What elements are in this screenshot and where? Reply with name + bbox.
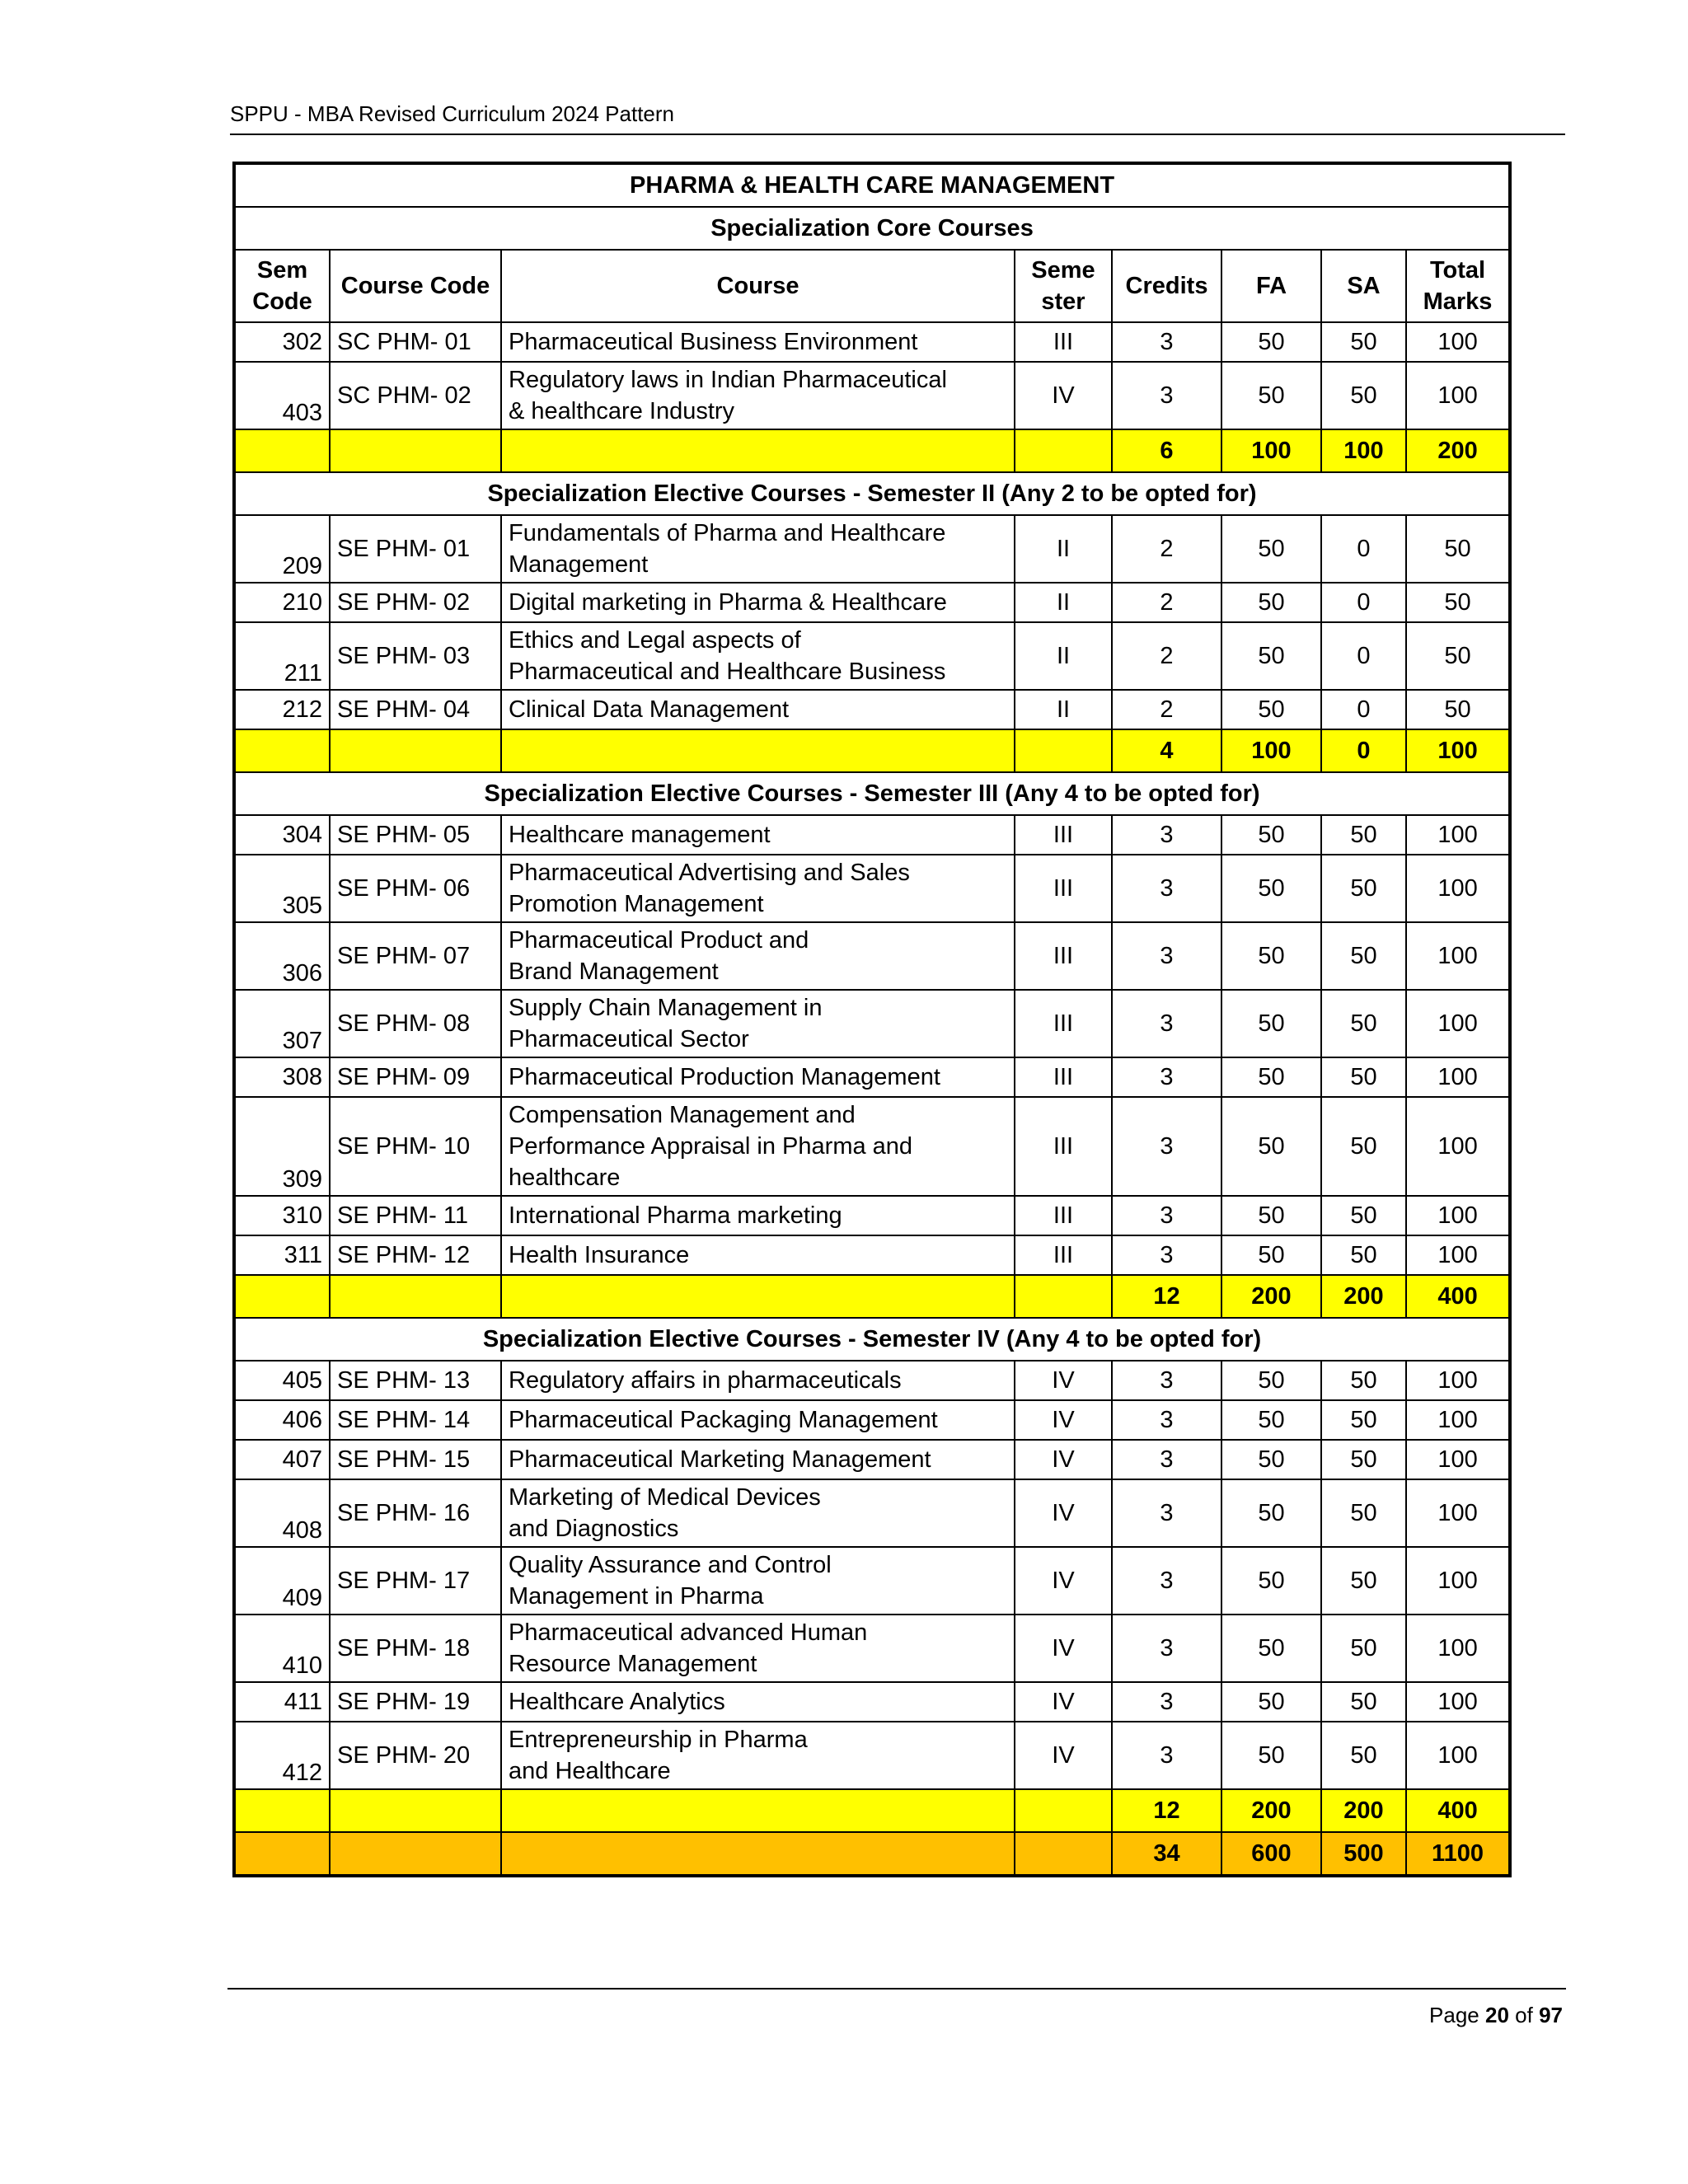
course-line: Pharmaceutical Advertising and Sales bbox=[509, 860, 910, 886]
total-cell: 100 bbox=[1406, 1682, 1510, 1722]
credits-cell: 2 bbox=[1112, 515, 1221, 583]
course-cell bbox=[501, 990, 1015, 1057]
course-line: Fundamentals of Pharma and Healthcare bbox=[509, 520, 946, 546]
total-cell: 100 bbox=[1406, 815, 1510, 855]
page-header bbox=[230, 97, 1565, 135]
semester-cell: IV bbox=[1015, 1722, 1112, 1789]
course-code-cell: SE PHM- 05 bbox=[330, 815, 501, 855]
empty-cell bbox=[1015, 729, 1112, 772]
sem-code-cell: 308 bbox=[234, 1057, 330, 1097]
total-cell: 100 bbox=[1406, 1440, 1510, 1479]
sa-cell: 50 bbox=[1321, 1479, 1406, 1547]
course-line: Quality Assurance and Control bbox=[509, 1552, 832, 1578]
sa-cell: 50 bbox=[1321, 815, 1406, 855]
empty-cell bbox=[330, 1832, 501, 1876]
course-line: Pharmaceutical Business Environment bbox=[509, 329, 918, 355]
course-cell bbox=[501, 1547, 1015, 1615]
total-cell: 100 bbox=[1406, 1722, 1510, 1789]
course-cell bbox=[501, 922, 1015, 990]
credits-cell: 3 bbox=[1112, 322, 1221, 362]
empty-cell bbox=[234, 429, 330, 472]
course-line: Compensation Management and bbox=[509, 1102, 856, 1128]
subtotal-total: 400 bbox=[1406, 1789, 1510, 1832]
empty-cell bbox=[501, 729, 1015, 772]
credits-cell: 3 bbox=[1112, 1196, 1221, 1235]
table-row bbox=[234, 815, 1510, 855]
total-cell: 100 bbox=[1406, 322, 1510, 362]
total-cell: 50 bbox=[1406, 690, 1510, 729]
table-row bbox=[234, 1400, 1510, 1440]
grand-total-total: 1100 bbox=[1406, 1832, 1510, 1876]
empty-cell bbox=[1015, 1832, 1112, 1876]
subtotal-row bbox=[234, 1275, 1510, 1318]
course-line: Marketing of Medical Devices bbox=[509, 1484, 821, 1511]
course-cell bbox=[501, 1479, 1015, 1547]
total-cell: 100 bbox=[1406, 855, 1510, 922]
course-line: Brand Management bbox=[509, 958, 719, 985]
credits-cell: 2 bbox=[1112, 583, 1221, 622]
fa-cell: 50 bbox=[1221, 622, 1321, 690]
fa-cell: 50 bbox=[1221, 1400, 1321, 1440]
sa-cell: 0 bbox=[1321, 690, 1406, 729]
table-row bbox=[234, 1057, 1510, 1097]
fa-cell: 50 bbox=[1221, 922, 1321, 990]
course-code-cell: SE PHM- 01 bbox=[330, 515, 501, 583]
empty-cell bbox=[501, 1789, 1015, 1832]
subtotal-total: 400 bbox=[1406, 1275, 1510, 1318]
semester-cell: II bbox=[1015, 622, 1112, 690]
credits-cell: 3 bbox=[1112, 1097, 1221, 1196]
course-line: International Pharma marketing bbox=[509, 1202, 842, 1229]
course-line: Healthcare Analytics bbox=[509, 1689, 725, 1715]
table-row bbox=[234, 1615, 1510, 1682]
sem-code-cell: 411 bbox=[234, 1682, 330, 1722]
sem-code-cell: 405 bbox=[234, 1361, 330, 1400]
course-line: Promotion Management bbox=[509, 891, 764, 917]
fa-cell: 50 bbox=[1221, 515, 1321, 583]
course-code-cell: SE PHM- 02 bbox=[330, 583, 501, 622]
table-row bbox=[234, 1479, 1510, 1547]
fa-cell: 50 bbox=[1221, 1097, 1321, 1196]
grand-total-sa: 500 bbox=[1321, 1832, 1406, 1876]
course-line: healthcare bbox=[509, 1165, 621, 1191]
course-cell bbox=[501, 1097, 1015, 1196]
course-cell bbox=[501, 855, 1015, 922]
credits-cell: 3 bbox=[1112, 362, 1221, 429]
semester-cell: III bbox=[1015, 1235, 1112, 1275]
course-line: Pharmaceutical Production Management bbox=[509, 1064, 940, 1090]
table-row bbox=[234, 1682, 1510, 1722]
total-cell: 100 bbox=[1406, 1361, 1510, 1400]
column-header-credits: Credits bbox=[1112, 250, 1221, 322]
empty-cell bbox=[330, 429, 501, 472]
course-code-cell: SE PHM- 11 bbox=[330, 1196, 501, 1235]
course-line: and Diagnostics bbox=[509, 1516, 679, 1542]
table-row bbox=[234, 1547, 1510, 1615]
credits-cell: 3 bbox=[1112, 1440, 1221, 1479]
credits-cell: 3 bbox=[1112, 990, 1221, 1057]
table-row bbox=[234, 1235, 1510, 1275]
course-line: Supply Chain Management in bbox=[509, 995, 823, 1021]
grand-total-row bbox=[234, 1832, 1510, 1876]
semester-cell: III bbox=[1015, 322, 1112, 362]
total-cell: 100 bbox=[1406, 1196, 1510, 1235]
empty-cell bbox=[501, 1832, 1015, 1876]
semester-cell: IV bbox=[1015, 1547, 1112, 1615]
curriculum-table bbox=[232, 162, 1512, 1877]
course-code-cell: SE PHM- 04 bbox=[330, 690, 501, 729]
total-cell: 100 bbox=[1406, 1615, 1510, 1682]
course-line: and Healthcare bbox=[509, 1758, 671, 1784]
semester-cell: III bbox=[1015, 1057, 1112, 1097]
fa-cell: 50 bbox=[1221, 1479, 1321, 1547]
sem-code-cell: 302 bbox=[234, 322, 330, 362]
course-cell bbox=[501, 1361, 1015, 1400]
empty-cell bbox=[1015, 1275, 1112, 1318]
empty-cell bbox=[330, 1789, 501, 1832]
credits-cell: 3 bbox=[1112, 1235, 1221, 1275]
course-code-cell: SE PHM- 15 bbox=[330, 1440, 501, 1479]
sa-cell: 50 bbox=[1321, 855, 1406, 922]
table-row bbox=[234, 922, 1510, 990]
credits-cell: 3 bbox=[1112, 1479, 1221, 1547]
subtotal-sa: 200 bbox=[1321, 1275, 1406, 1318]
subtotal-credits: 12 bbox=[1112, 1275, 1221, 1318]
course-code-cell: SE PHM- 03 bbox=[330, 622, 501, 690]
sa-cell: 50 bbox=[1321, 1361, 1406, 1400]
course-code-cell: SE PHM- 09 bbox=[330, 1057, 501, 1097]
course-line: Regulatory affairs in pharmaceuticals bbox=[509, 1367, 902, 1394]
subtotal-row bbox=[234, 429, 1510, 472]
table-row bbox=[234, 362, 1510, 429]
credits-cell: 3 bbox=[1112, 815, 1221, 855]
fa-cell: 50 bbox=[1221, 322, 1321, 362]
column-header-sa: SA bbox=[1321, 250, 1406, 322]
table-row bbox=[234, 622, 1510, 690]
fa-cell: 50 bbox=[1221, 1547, 1321, 1615]
total-cell: 50 bbox=[1406, 515, 1510, 583]
fa-cell: 50 bbox=[1221, 1722, 1321, 1789]
course-line: Regulatory laws in Indian Pharmaceutical bbox=[509, 367, 947, 393]
subtotal-sa: 100 bbox=[1321, 429, 1406, 472]
course-line: Pharmaceutical Packaging Management bbox=[509, 1407, 938, 1433]
total-cell: 100 bbox=[1406, 1235, 1510, 1275]
course-cell bbox=[501, 1400, 1015, 1440]
course-line: Pharmaceutical Product and bbox=[509, 927, 809, 954]
page-number: Page 20 of 97 bbox=[1429, 2003, 1563, 2027]
fa-cell: 50 bbox=[1221, 1615, 1321, 1682]
sa-cell: 0 bbox=[1321, 583, 1406, 622]
course-line: Ethics and Legal aspects of bbox=[509, 627, 801, 654]
fa-cell: 50 bbox=[1221, 1196, 1321, 1235]
sem-code-cell: 406 bbox=[234, 1400, 330, 1440]
course-cell bbox=[501, 1722, 1015, 1789]
total-cell: 50 bbox=[1406, 583, 1510, 622]
course-cell bbox=[501, 362, 1015, 429]
total-cell: 100 bbox=[1406, 1400, 1510, 1440]
course-line: Pharmaceutical Sector bbox=[509, 1026, 749, 1052]
semester-cell: III bbox=[1015, 1196, 1112, 1235]
course-code-cell: SE PHM- 18 bbox=[330, 1615, 501, 1682]
subtotal-total: 100 bbox=[1406, 729, 1510, 772]
subtotal-credits: 4 bbox=[1112, 729, 1221, 772]
total-cell: 100 bbox=[1406, 1097, 1510, 1196]
subtotal-fa: 100 bbox=[1221, 429, 1321, 472]
course-code-cell: SE PHM- 13 bbox=[330, 1361, 501, 1400]
fa-cell: 50 bbox=[1221, 362, 1321, 429]
table-row bbox=[234, 1722, 1510, 1789]
table-row bbox=[234, 1361, 1510, 1400]
course-line: & healthcare Industry bbox=[509, 398, 735, 424]
total-cell: 100 bbox=[1406, 1479, 1510, 1547]
semester-cell: III bbox=[1015, 855, 1112, 922]
subtotal-sa: 200 bbox=[1321, 1789, 1406, 1832]
empty-cell bbox=[234, 1275, 330, 1318]
table-row bbox=[234, 583, 1510, 622]
credits-cell: 2 bbox=[1112, 622, 1221, 690]
empty-cell bbox=[234, 729, 330, 772]
semester-cell: IV bbox=[1015, 1615, 1112, 1682]
course-code-cell: SE PHM- 14 bbox=[330, 1400, 501, 1440]
credits-cell: 3 bbox=[1112, 1682, 1221, 1722]
course-cell bbox=[501, 1682, 1015, 1722]
empty-cell bbox=[1015, 429, 1112, 472]
empty-cell bbox=[501, 429, 1015, 472]
course-code-cell: SE PHM- 08 bbox=[330, 990, 501, 1057]
credits-cell: 3 bbox=[1112, 1400, 1221, 1440]
subtotal-total: 200 bbox=[1406, 429, 1510, 472]
sem-code-cell: 209 bbox=[234, 515, 330, 583]
grand-total-fa: 600 bbox=[1221, 1832, 1321, 1876]
subtotal-credits: 12 bbox=[1112, 1789, 1221, 1832]
sem-code-cell: 409 bbox=[234, 1547, 330, 1615]
course-code-cell: SC PHM- 02 bbox=[330, 362, 501, 429]
course-cell bbox=[501, 515, 1015, 583]
course-line: Clinical Data Management bbox=[509, 696, 790, 723]
total-cell: 100 bbox=[1406, 1547, 1510, 1615]
credits-cell: 3 bbox=[1112, 1057, 1221, 1097]
course-line: Entrepreneurship in Pharma bbox=[509, 1727, 808, 1753]
fa-cell: 50 bbox=[1221, 990, 1321, 1057]
course-line: Healthcare management bbox=[509, 822, 771, 848]
course-cell bbox=[501, 1057, 1015, 1097]
credits-cell: 3 bbox=[1112, 855, 1221, 922]
sem-code-cell: 310 bbox=[234, 1196, 330, 1235]
table-row bbox=[234, 990, 1510, 1057]
semester-cell: III bbox=[1015, 1097, 1112, 1196]
course-line: Pharmaceutical and Healthcare Business bbox=[509, 658, 946, 685]
semester-cell: III bbox=[1015, 815, 1112, 855]
column-header-course: Course bbox=[501, 250, 1015, 322]
fa-cell: 50 bbox=[1221, 1235, 1321, 1275]
course-code-cell: SE PHM- 06 bbox=[330, 855, 501, 922]
section-heading: Specialization Elective Courses - Semester IV (Any 4 to be opted for) bbox=[234, 1318, 1510, 1361]
credits-cell: 3 bbox=[1112, 1722, 1221, 1789]
course-cell bbox=[501, 1440, 1015, 1479]
sem-code-cell: 403 bbox=[234, 362, 330, 429]
semester-cell: IV bbox=[1015, 1479, 1112, 1547]
course-code-cell: SE PHM- 20 bbox=[330, 1722, 501, 1789]
sem-code-cell: 211 bbox=[234, 622, 330, 690]
column-header-course-code: Course Code bbox=[330, 250, 501, 322]
sem-code-cell: 412 bbox=[234, 1722, 330, 1789]
course-code-cell: SE PHM- 10 bbox=[330, 1097, 501, 1196]
credits-cell: 3 bbox=[1112, 922, 1221, 990]
semester-cell: IV bbox=[1015, 362, 1112, 429]
sem-code-cell: 309 bbox=[234, 1097, 330, 1196]
empty-cell bbox=[330, 1275, 501, 1318]
sa-cell: 50 bbox=[1321, 922, 1406, 990]
total-cell: 100 bbox=[1406, 922, 1510, 990]
sa-cell: 50 bbox=[1321, 990, 1406, 1057]
semester-cell: IV bbox=[1015, 1400, 1112, 1440]
course-cell bbox=[501, 1235, 1015, 1275]
course-line: Digital marketing in Pharma & Healthcare bbox=[509, 589, 947, 616]
semester-cell: II bbox=[1015, 515, 1112, 583]
sem-code-cell: 311 bbox=[234, 1235, 330, 1275]
course-cell bbox=[501, 690, 1015, 729]
course-code-cell: SE PHM- 12 bbox=[330, 1235, 501, 1275]
sa-cell: 50 bbox=[1321, 1196, 1406, 1235]
grand-total-credits: 34 bbox=[1112, 1832, 1221, 1876]
header-text: SPPU - MBA Revised Curriculum 2024 Pattern bbox=[230, 101, 674, 126]
semester-cell: IV bbox=[1015, 1361, 1112, 1400]
semester-cell: III bbox=[1015, 922, 1112, 990]
table-row bbox=[234, 855, 1510, 922]
subtotal-fa: 100 bbox=[1221, 729, 1321, 772]
sa-cell: 50 bbox=[1321, 1440, 1406, 1479]
sa-cell: 50 bbox=[1321, 1400, 1406, 1440]
column-header-semester: Seme ster bbox=[1015, 250, 1112, 322]
section-heading: Specialization Core Courses bbox=[234, 207, 1510, 250]
course-line: Pharmaceutical Marketing Management bbox=[509, 1446, 931, 1473]
table-row bbox=[234, 322, 1510, 362]
sem-code-cell: 307 bbox=[234, 990, 330, 1057]
sa-cell: 50 bbox=[1321, 1547, 1406, 1615]
total-cell: 100 bbox=[1406, 990, 1510, 1057]
course-line: Health Insurance bbox=[509, 1242, 690, 1268]
subtotal-row bbox=[234, 729, 1510, 772]
course-code-cell: SE PHM- 19 bbox=[330, 1682, 501, 1722]
table-title: PHARMA & HEALTH CARE MANAGEMENT bbox=[234, 163, 1510, 207]
total-cell: 100 bbox=[1406, 1057, 1510, 1097]
sem-code-cell: 408 bbox=[234, 1479, 330, 1547]
sem-code-cell: 212 bbox=[234, 690, 330, 729]
page-footer bbox=[227, 1988, 1566, 2028]
table-row bbox=[234, 1440, 1510, 1479]
sa-cell: 50 bbox=[1321, 1097, 1406, 1196]
course-cell bbox=[501, 322, 1015, 362]
credits-cell: 3 bbox=[1112, 1547, 1221, 1615]
course-line: Performance Appraisal in Pharma and bbox=[509, 1133, 913, 1160]
section-heading: Specialization Elective Courses - Semester III (Any 4 to be opted for) bbox=[234, 772, 1510, 815]
empty-cell bbox=[501, 1275, 1015, 1318]
credits-cell: 3 bbox=[1112, 1615, 1221, 1682]
course-code-cell: SE PHM- 07 bbox=[330, 922, 501, 990]
sa-cell: 50 bbox=[1321, 1722, 1406, 1789]
sa-cell: 0 bbox=[1321, 622, 1406, 690]
table-row bbox=[234, 1196, 1510, 1235]
course-cell bbox=[501, 1615, 1015, 1682]
semester-cell: II bbox=[1015, 583, 1112, 622]
sem-code-cell: 306 bbox=[234, 922, 330, 990]
semester-cell: IV bbox=[1015, 1682, 1112, 1722]
column-header-sem-code: Sem Code bbox=[234, 250, 330, 322]
fa-cell: 50 bbox=[1221, 815, 1321, 855]
empty-cell bbox=[234, 1789, 330, 1832]
sa-cell: 50 bbox=[1321, 362, 1406, 429]
total-cell: 50 bbox=[1406, 622, 1510, 690]
sa-cell: 50 bbox=[1321, 1057, 1406, 1097]
fa-cell: 50 bbox=[1221, 1361, 1321, 1400]
sa-cell: 50 bbox=[1321, 1615, 1406, 1682]
table-row bbox=[234, 690, 1510, 729]
course-line: Resource Management bbox=[509, 1651, 757, 1677]
credits-cell: 3 bbox=[1112, 1361, 1221, 1400]
fa-cell: 50 bbox=[1221, 1440, 1321, 1479]
subtotal-fa: 200 bbox=[1221, 1789, 1321, 1832]
semester-cell: IV bbox=[1015, 1440, 1112, 1479]
column-header-total-marks: Total Marks bbox=[1406, 250, 1510, 322]
column-header-fa: FA bbox=[1221, 250, 1321, 322]
semester-cell: II bbox=[1015, 690, 1112, 729]
semester-cell: III bbox=[1015, 990, 1112, 1057]
fa-cell: 50 bbox=[1221, 690, 1321, 729]
subtotal-sa: 0 bbox=[1321, 729, 1406, 772]
sem-code-cell: 407 bbox=[234, 1440, 330, 1479]
subtotal-fa: 200 bbox=[1221, 1275, 1321, 1318]
sem-code-cell: 210 bbox=[234, 583, 330, 622]
table-row bbox=[234, 1097, 1510, 1196]
subtotal-credits: 6 bbox=[1112, 429, 1221, 472]
course-line: Management in Pharma bbox=[509, 1583, 764, 1610]
course-cell bbox=[501, 583, 1015, 622]
empty-cell bbox=[330, 729, 501, 772]
empty-cell bbox=[1015, 1789, 1112, 1832]
sa-cell: 50 bbox=[1321, 1682, 1406, 1722]
total-cell: 100 bbox=[1406, 362, 1510, 429]
subtotal-row bbox=[234, 1789, 1510, 1832]
course-code-cell: SE PHM- 16 bbox=[330, 1479, 501, 1547]
course-cell bbox=[501, 1196, 1015, 1235]
course-cell bbox=[501, 815, 1015, 855]
fa-cell: 50 bbox=[1221, 1682, 1321, 1722]
sem-code-cell: 410 bbox=[234, 1615, 330, 1682]
course-line: Management bbox=[509, 551, 649, 578]
sem-code-cell: 305 bbox=[234, 855, 330, 922]
sa-cell: 0 bbox=[1321, 515, 1406, 583]
credits-cell: 2 bbox=[1112, 690, 1221, 729]
fa-cell: 50 bbox=[1221, 583, 1321, 622]
sa-cell: 50 bbox=[1321, 322, 1406, 362]
sa-cell: 50 bbox=[1321, 1235, 1406, 1275]
column-header-row bbox=[234, 250, 1510, 322]
course-code-cell: SC PHM- 01 bbox=[330, 322, 501, 362]
course-line: Pharmaceutical advanced Human bbox=[509, 1619, 868, 1646]
sem-code-cell: 304 bbox=[234, 815, 330, 855]
section-heading: Specialization Elective Courses - Semester II (Any 2 to be opted for) bbox=[234, 472, 1510, 515]
table-row bbox=[234, 515, 1510, 583]
empty-cell bbox=[234, 1832, 330, 1876]
course-code-cell: SE PHM- 17 bbox=[330, 1547, 501, 1615]
fa-cell: 50 bbox=[1221, 1057, 1321, 1097]
fa-cell: 50 bbox=[1221, 855, 1321, 922]
course-cell bbox=[501, 622, 1015, 690]
